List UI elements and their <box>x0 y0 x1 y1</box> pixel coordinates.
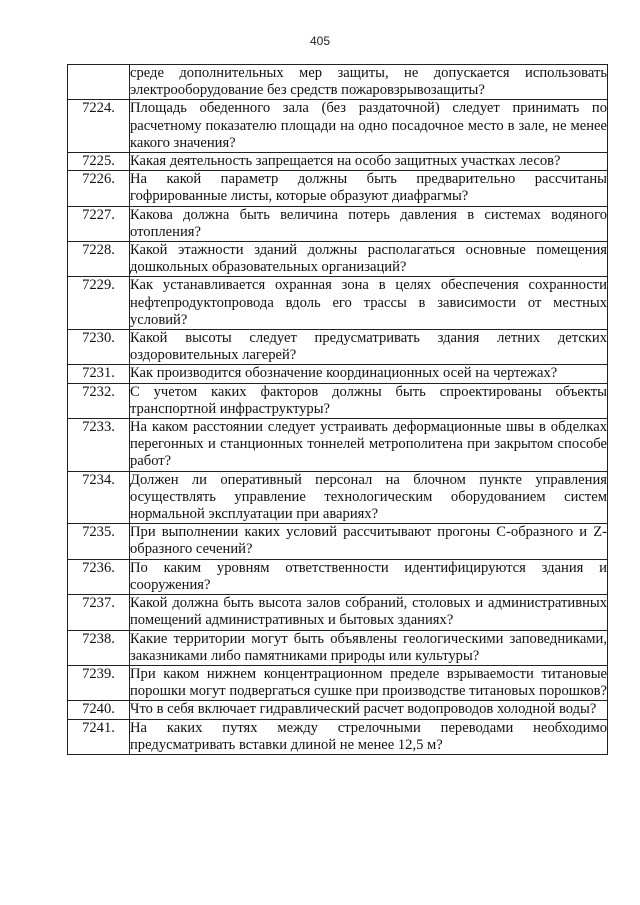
question-number: 7227. <box>68 206 130 241</box>
question-text: Как устанавливается охранная зона в целях обеспечения сохранности нефтепродуктопровода вдоль его трассы в зависимости от местных условий? <box>130 277 607 328</box>
questions-table-body <box>68 65 608 755</box>
question-number: 7228. <box>68 242 130 277</box>
table-row <box>68 242 608 277</box>
question-text: Площадь обеденного зала (без раздаточной) следует принимать по расчетному показателю площади на одно посадочное место в зале, не менее какого значения? <box>130 100 607 151</box>
question-text: Какой должна быть высота залов собраний, столовых и административных помещений административных и бытовых зданиях? <box>130 595 607 629</box>
table-row <box>68 330 608 365</box>
table-row <box>68 171 608 206</box>
table-row <box>68 419 608 472</box>
question-text: При каком нижнем концентрационном пределе взрываемости титановые порошки могут подвергаться сушке при производстве титановых порошков? <box>130 665 607 700</box>
question-text: Должен ли оперативный персонал на блочном пункте управления осуществлять управление технологическим оборудованием систем нормальной эксплуатации при авариях? <box>130 471 607 523</box>
table-row <box>68 630 608 665</box>
table-row <box>68 65 608 100</box>
question-text: Какова должна быть величина потерь давления в системах водяного отопления? <box>130 206 607 240</box>
question-text: Какой этажности зданий должны располагаться основные помещения дошкольных образовательных организаций? <box>130 242 607 276</box>
question-text: При выполнении каких условий рассчитывают прогоны С-образного и Z-образного сечений? <box>130 524 607 558</box>
table-row <box>68 277 608 330</box>
question-text: Что в себя включает гидравлический расчет водопроводов холодной воды? <box>130 701 608 719</box>
question-number: 7237. <box>68 595 130 630</box>
table-row <box>68 100 608 153</box>
question-text: Какая деятельность запрещается на особо защитных участках лесов? <box>130 153 608 171</box>
question-number: 7229. <box>68 277 130 330</box>
table-row <box>68 524 608 559</box>
question-number: 7231. <box>68 365 130 383</box>
question-text: Как производится обозначение координационных осей на чертежах? <box>130 365 608 383</box>
question-number: 7224. <box>68 100 130 153</box>
question-number: 7230. <box>68 330 130 365</box>
question-number: 7232. <box>68 383 130 418</box>
question-number: 7236. <box>68 559 130 594</box>
table-row <box>68 153 608 171</box>
questions-table <box>67 64 608 755</box>
table-row <box>68 719 608 754</box>
table-row <box>68 365 608 383</box>
question-number: 7233. <box>68 419 130 472</box>
question-number <box>68 65 130 100</box>
question-number: 7239. <box>68 665 130 700</box>
table-row <box>68 471 608 524</box>
question-number: 7240. <box>68 701 130 719</box>
table-row <box>68 701 608 719</box>
question-text: На каком расстоянии следует устраивать деформационные швы в обделках перегонных и станционных тоннелей метрополитена при закрытом способе работ? <box>130 419 607 470</box>
table-row <box>68 665 608 700</box>
page-number: 405 <box>309 34 331 48</box>
table-row <box>68 559 608 594</box>
question-number: 7235. <box>68 524 130 559</box>
question-number: 7241. <box>68 719 130 754</box>
question-text: С учетом каких факторов должны быть спроектированы объекты транспортной инфраструктуры? <box>130 383 607 417</box>
question-number: 7238. <box>68 630 130 665</box>
question-number: 7226. <box>68 171 130 206</box>
question-number: 7225. <box>68 153 130 171</box>
question-text: На каких путях между стрелочными переводами необходимо предусматривать вставки длиной не менее 12,5 м? <box>130 719 607 753</box>
table-row <box>68 206 608 241</box>
question-text: среде дополнительных мер защиты, не допускается использовать электрооборудование без средств пожаровзрывозащиты? <box>130 65 607 99</box>
question-text: Какой высоты следует предусматривать здания летних детских оздоровительных лагерей? <box>130 330 607 364</box>
question-number: 7234. <box>68 471 130 524</box>
question-text: По каким уровням ответственности идентифицируются здания и сооружения? <box>130 559 607 593</box>
question-text: На какой параметр должны быть предварительно рассчитаны гофрированные листы, которые образуют диафрагмы? <box>130 171 607 205</box>
table-row <box>68 383 608 418</box>
table-row <box>68 595 608 630</box>
question-text: Какие территории могут быть объявлены геологическими заповедниками, заказниками либо памятниками природы или культуры? <box>130 630 607 664</box>
